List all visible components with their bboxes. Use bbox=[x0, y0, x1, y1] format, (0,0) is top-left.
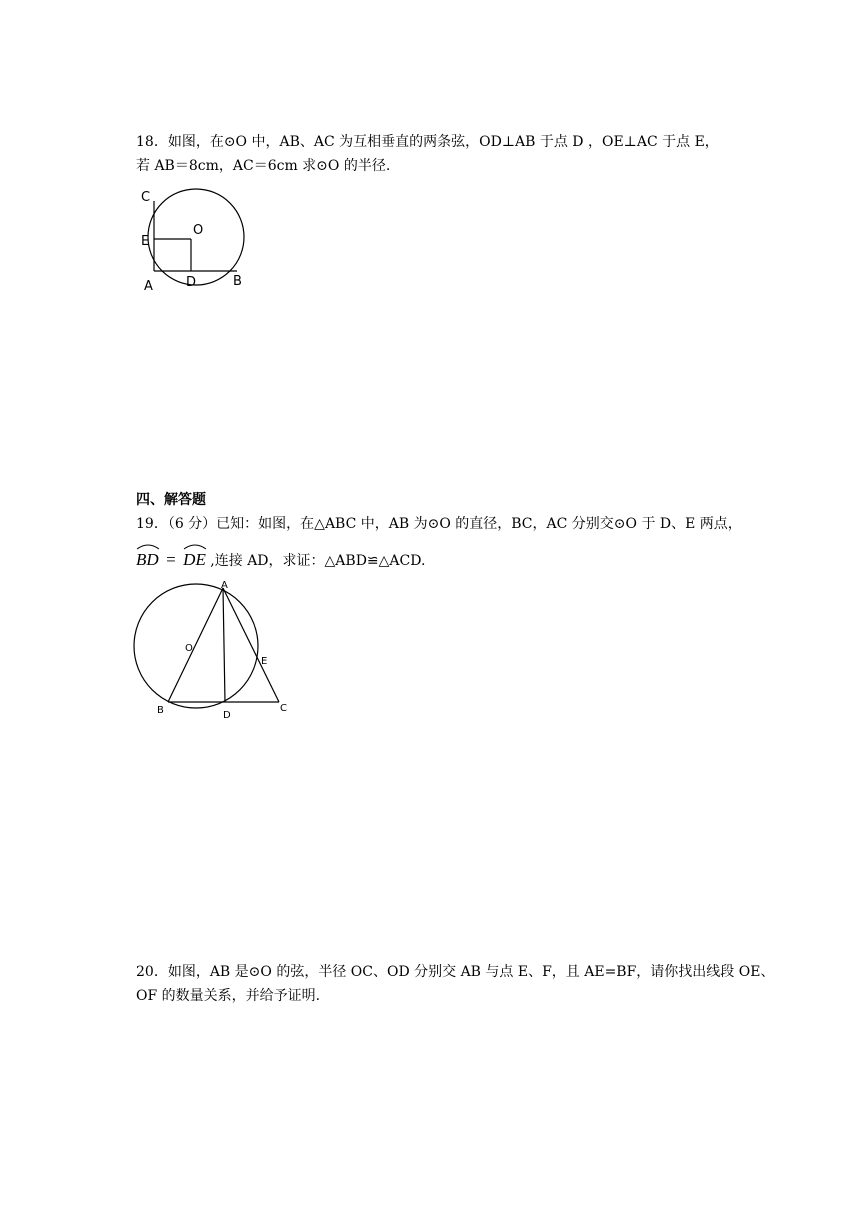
q19-text-line2-rest: ,连接 AD，求证：△ABD≌△ACD. bbox=[210, 553, 426, 569]
arc-symbol-icon bbox=[136, 542, 160, 550]
q19-side-ac bbox=[223, 588, 279, 702]
q19-equals: = bbox=[166, 550, 176, 569]
q19-segment-ad bbox=[223, 588, 225, 702]
q18-label-a: A bbox=[144, 279, 153, 294]
q19-label-a: A bbox=[221, 580, 228, 591]
q20-text-line2: OF 的数量关系，并给予证明. bbox=[136, 988, 321, 1004]
q19-text-line1: 19．（6 分）已知：如图，在△ABC 中，AB 为⊙O 的直径，BC，AC 分别交⊙O 于 D、E 两点， bbox=[136, 516, 742, 532]
q18-label-o: O bbox=[193, 223, 204, 238]
q20-text-line1: 20．如图，AB 是⊙O 的弦，半径 OC、OD 分别交 AB 与点 E、F，且 AE=BF，请你找出线段 OE、 bbox=[136, 964, 775, 980]
q19-circle bbox=[134, 584, 258, 708]
arc-symbol-icon bbox=[183, 542, 207, 550]
q19-label-o: O bbox=[185, 643, 193, 654]
q18-text-line1: 18．如图，在⊙O 中，AB、AC 为互相垂直的两条弦，OD⊥AB 于点 D ，OE⊥AC 于点 E， bbox=[136, 134, 719, 150]
q18-figure bbox=[130, 183, 260, 295]
q19-figure bbox=[128, 580, 298, 722]
q18-label-d: D bbox=[186, 275, 197, 290]
q19-side-ab bbox=[168, 588, 223, 702]
section-heading: 四、解答题 bbox=[136, 492, 206, 508]
q19-text-line2 bbox=[136, 549, 425, 572]
q18-label-e: E bbox=[141, 234, 150, 249]
q19-label-d: D bbox=[223, 710, 231, 721]
q18-label-c: C bbox=[141, 190, 151, 205]
q19-label-e: E bbox=[261, 656, 268, 667]
q19-arc-bd: BD bbox=[136, 549, 159, 571]
q19-label-b: B bbox=[157, 705, 164, 716]
q18-label-b: B bbox=[233, 274, 242, 289]
q19-label-c: C bbox=[280, 703, 287, 714]
q19-arc-de: DE bbox=[183, 549, 206, 571]
q18-text-line2: 若 AB＝8cm，AC＝6cm 求⊙O 的半径. bbox=[136, 158, 391, 174]
